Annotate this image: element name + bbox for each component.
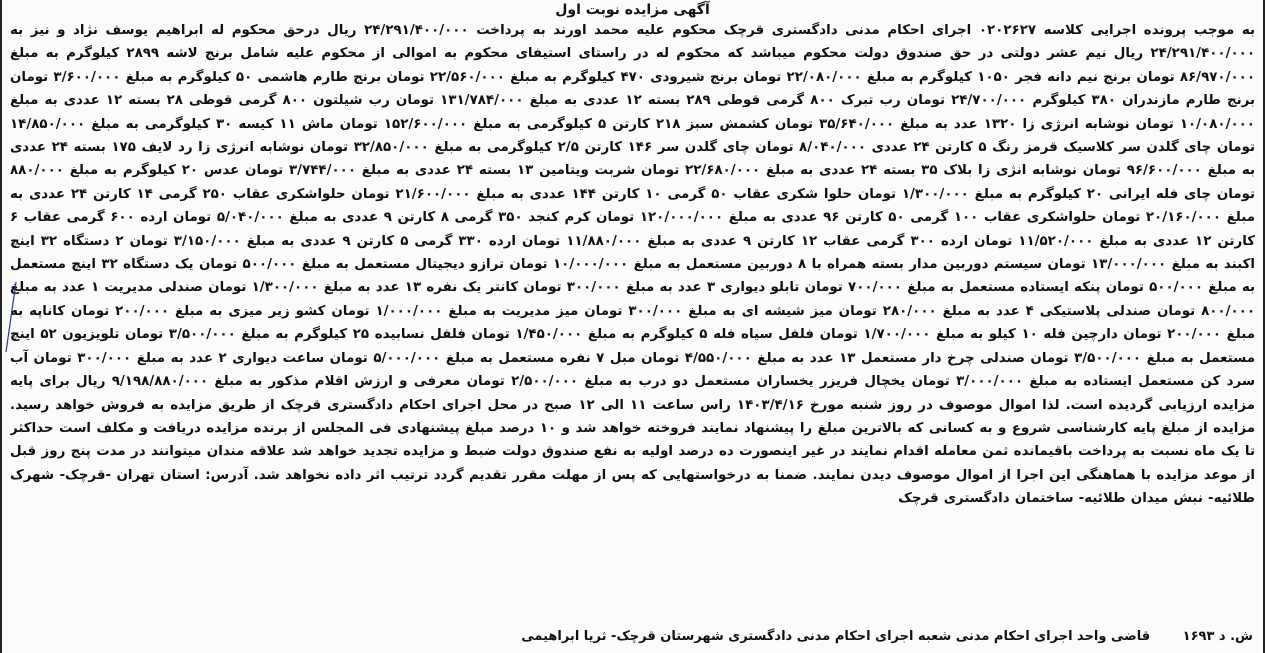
notice-code: ش. د ۱۶۹۳ xyxy=(1182,629,1253,644)
notice-body: به موجب پرونده اجرایی کلاسه ۰۲۰۲۶۲۷ اجرای احکام مدنی دادگستری قرچک محکوم علیه محمد اورند به پرداخت ۲۴/۲۹۱/۴۰۰/۰۰۰ ریال درحق محکوم له ابراهیم یوسف نژاد و نیز به ۲۴/۲۹۱/۴۰۰/۰۰۰ ریال نیم عشر دولتی در حق صندوق دولت محکوم میباشد که محکوم له در راستای استیفای محکوم به اموالی از محکوم علیه شامل برنج لاشه ۲۸۹۹ کیلوگرم به مبلغ ۸۶/۹۷۰/۰۰۰ تومان برنج نیم دانه فجر ۱۰۵۰ کیلوگرم به مبلغ ۲۲/۰۸۰/۰۰۰ تومان برنج شیرودی ۴۷۰ کیلوگرم به مبلغ ۲۲/۵۶۰/۰۰۰ تومان برنج طارم هاشمی ۵۰ کیلوگرم به مبلغ ۳/۶۰۰/۰۰۰ تومان برنج طارم مازندران ۳۸۰ کیلوگرم ۲۴/۷۰۰/۰۰۰ تومان رب تبرک ۸۰۰ گرمی قوطی ۲۸۹ بسته ۱۲ عددی به مبلغ ۱۳۱/۷۸۴/۰۰۰ تومان رب شیلتون ۸۰۰ گرمی قوطی ۲۸ بسته ۱۲ عددی به مبلغ ۱۰/۰۸۰/۰۰۰ تومان نوشابه انرژی زا ۱۳۲۰ عدد به مبلغ ۳۵/۶۴۰/۰۰۰ تومان کشمش سبز ۲۱۸ کارتن ۵ کیلوگرمی به مبلغ ۱۵۲/۶۰۰/۰۰۰ تومان ماش ۱۱ کیسه ۳۰ کیلوگرمی به مبلغ ۱۴/۸۵۰/۰۰۰ تومان چای گلدن سر کلاسیک قرمز رنگ ۵ کارتن ۲۴ عددی ۸/۰۴۰/۰۰۰ تومان چای گلدن سر ۱۴۶ کارتن ۲/۵ کیلوگرمی به مبلغ ۳۲/۸۵۰/۰۰۰ تومان نوشابه انرژی زا رد لایف ۱۷۵ بسته ۲۴ عددی به مبلغ ۹۶/۶۰۰/۰۰۰ تومان نوشابه انژی زا بلاک ۳۵ بسته ۲۴ عددی به مبلغ ۲۲/۶۸۰/۰۰۰ تومان شربت ویتامین ۱۳ بسته ۲۴ عددی به مبلغ ۳/۷۴۴/۰۰۰ تومان عدس ۲۰ کیلوگرم به مبلغ ۸۸۰/۰۰۰ تومان چای فله ایرانی ۲۰ کیلوگرم به مبلغ ۱/۳۰۰/۰۰۰ تومان حلوا شکری عقاب ۵۰ گرمی ۱۰ کارتن ۱۴۴ عددی به مبلغ ۲۱/۶۰۰/۰۰۰ تومان حلواشکری عقاب ۲۵۰ گرمی ۱۴ کارتن ۲۴ عددی به مبلغ ۲۰/۱۶۰/۰۰۰ تومان حلواشکری عقاب ۱۰۰ گرمی ۵۰ کارتن ۹۶ عددی به مبلغ ۱۲۰/۰۰۰/۰۰۰ تومان کرم کنجد ۳۵۰ گرمی ۸ کارتن ۹ عددی به مبلغ ۵/۰۴۰/۰۰۰ تومان ارده ۶۰۰ گرمی عقاب ۶ کارتن ۱۲ عددی به مبلغ ۱۱/۵۲۰/۰۰۰ تومان ارده ۳۰۰ گرمی عقاب ۱۲ کارتن ۹ عددی به مبلغ ۱۱/۸۸۰/۰۰۰ تومان ارده ۳۳۰ گرمی ۵ کارتن ۹ عددی به مبلغ ۳/۱۵۰/۰۰۰ تومان ۲ دستگاه ۳۲ اینچ اکبند به مبلغ ۱۳/۰۰۰/۰۰۰ تومان سیستم دوربین مدار بسته همراه با ۸ دوربین مستعمل به مبلغ ۱۰/۰۰۰/۰۰۰ تومان ترازو دیجیتال مستعمل به مبلغ ۵۰۰/۰۰۰ تومان یک دستگاه ۳۲ اینچ مستعمل به مبلغ ۵۰۰/۰۰۰ تومان پنکه ایستاده مستعمل به مبلغ ۷۰۰/۰۰۰ تومان تابلو دیواری ۳ عدد به مبلغ ۳۰۰/۰۰۰ تومان کانتر یک نفره ۱۳ عدد به مبلغ ۱/۳۰۰/۰۰۰ تومان صندلی مدیریت ۱ عدد به مبلغ ۸۰۰/۰۰۰ تومان صندلی پلاستیکی ۴ عدد به مبلغ ۲۸۰/۰۰۰ تومان میز شیشه ای به مبلغ ۳۰۰/۰۰۰ تومان میز مدیریت به مبلغ ۱/۰۰۰/۰۰۰ تومان کشو زیر میزی به مبلغ ۲۰۰/۰۰۰ تومان کاناپه به مبلغ ۲۰۰/۰۰۰ تومان دارچین فله ۱۰ کیلو به مبلغ ۱/۷۰۰/۰۰۰ تومان فلفل سیاه فله ۵ کیلوگرم به مبلغ ۱/۴۵۰/۰۰۰ تومان فلفل نسابیده ۲۵ کیلوگرم به مبلغ ۳/۵۰۰/۰۰۰ تومان تلویزیون ۵۲ اینچ مستعمل به مبلغ ۳/۵۰۰/۰۰۰ تومان صندلی چرخ دار مستعمل ۱۳ عدد به مبلغ ۴/۵۵۰/۰۰۰ تومان مبل ۷ نفره مستعمل به مبلغ ۵/۰۰۰/۰۰۰ تومان ساعت دیواری ۲ عدد به مبلغ ۳۰۰/۰۰۰ تومان آب سرد کن مستعمل ایستاده به مبلغ ۳/۰۰۰/۰۰۰ تومان یخچال فریزر یخساران مستعمل دو درب به مبلغ ۲/۵۰۰/۰۰۰ تومان معرفی و ارزش اقلام مذکور به مبلغ ۹/۱۹۸/۸۸۰/۰۰۰ ریال برای پایه مزایده ارزیابی گردیده است. لذا اموال موصوف در روز شنبه مورخ ۱۴۰۳/۴/۱۶ راس ساعت ۱۱ الی ۱۲ صبح در محل اجرای احکام دادگستری قرچک از طریق مزایده به فروش خواهد رسید. مزایده از مبلغ پایه کارشناسی شروع و به کسانی که بالاترین مبلغ را پیشنهاد نمایند فروخته خواهد شد و ۱۰ درصد مبلغ پیشنهادی فی المجلس از برنده مزایده دریافت و مکلف است حداکثر تا یک ماه نسبت به پرداخت باقیمانده ثمن معامله اقدام نمایند در غیر اینصورت ده درصد اولیه به نفع صندوق دولت ضبط و مزایده تجدید خواهد شد علاقه مندان میتوانند در مدت پنج روز قبل از موعد مزایده با هماهنگی این اجرا از اموال موصوف دیدن نمایند. ضمنا به درخواستهایی که پس از مهلت مقرر تقدیم گردد ترتیب اثر داده نخواهد شد. آدرس: استان تهران -قرچک- شهرک طلائیه- نبش میدان طلائیه- ساختمان دادگستری قرچک xyxy=(10,23,1255,507)
notice-title: آگهی مزایده نوبت اول xyxy=(555,2,710,18)
judge-signature: قاضی واحد اجرای احکام مدنی شعبه اجرای احکام مدنی دادگستری شهرستان قرچک- ثریا ابراهیمی xyxy=(521,629,1151,644)
notice-footer xyxy=(12,627,1253,647)
